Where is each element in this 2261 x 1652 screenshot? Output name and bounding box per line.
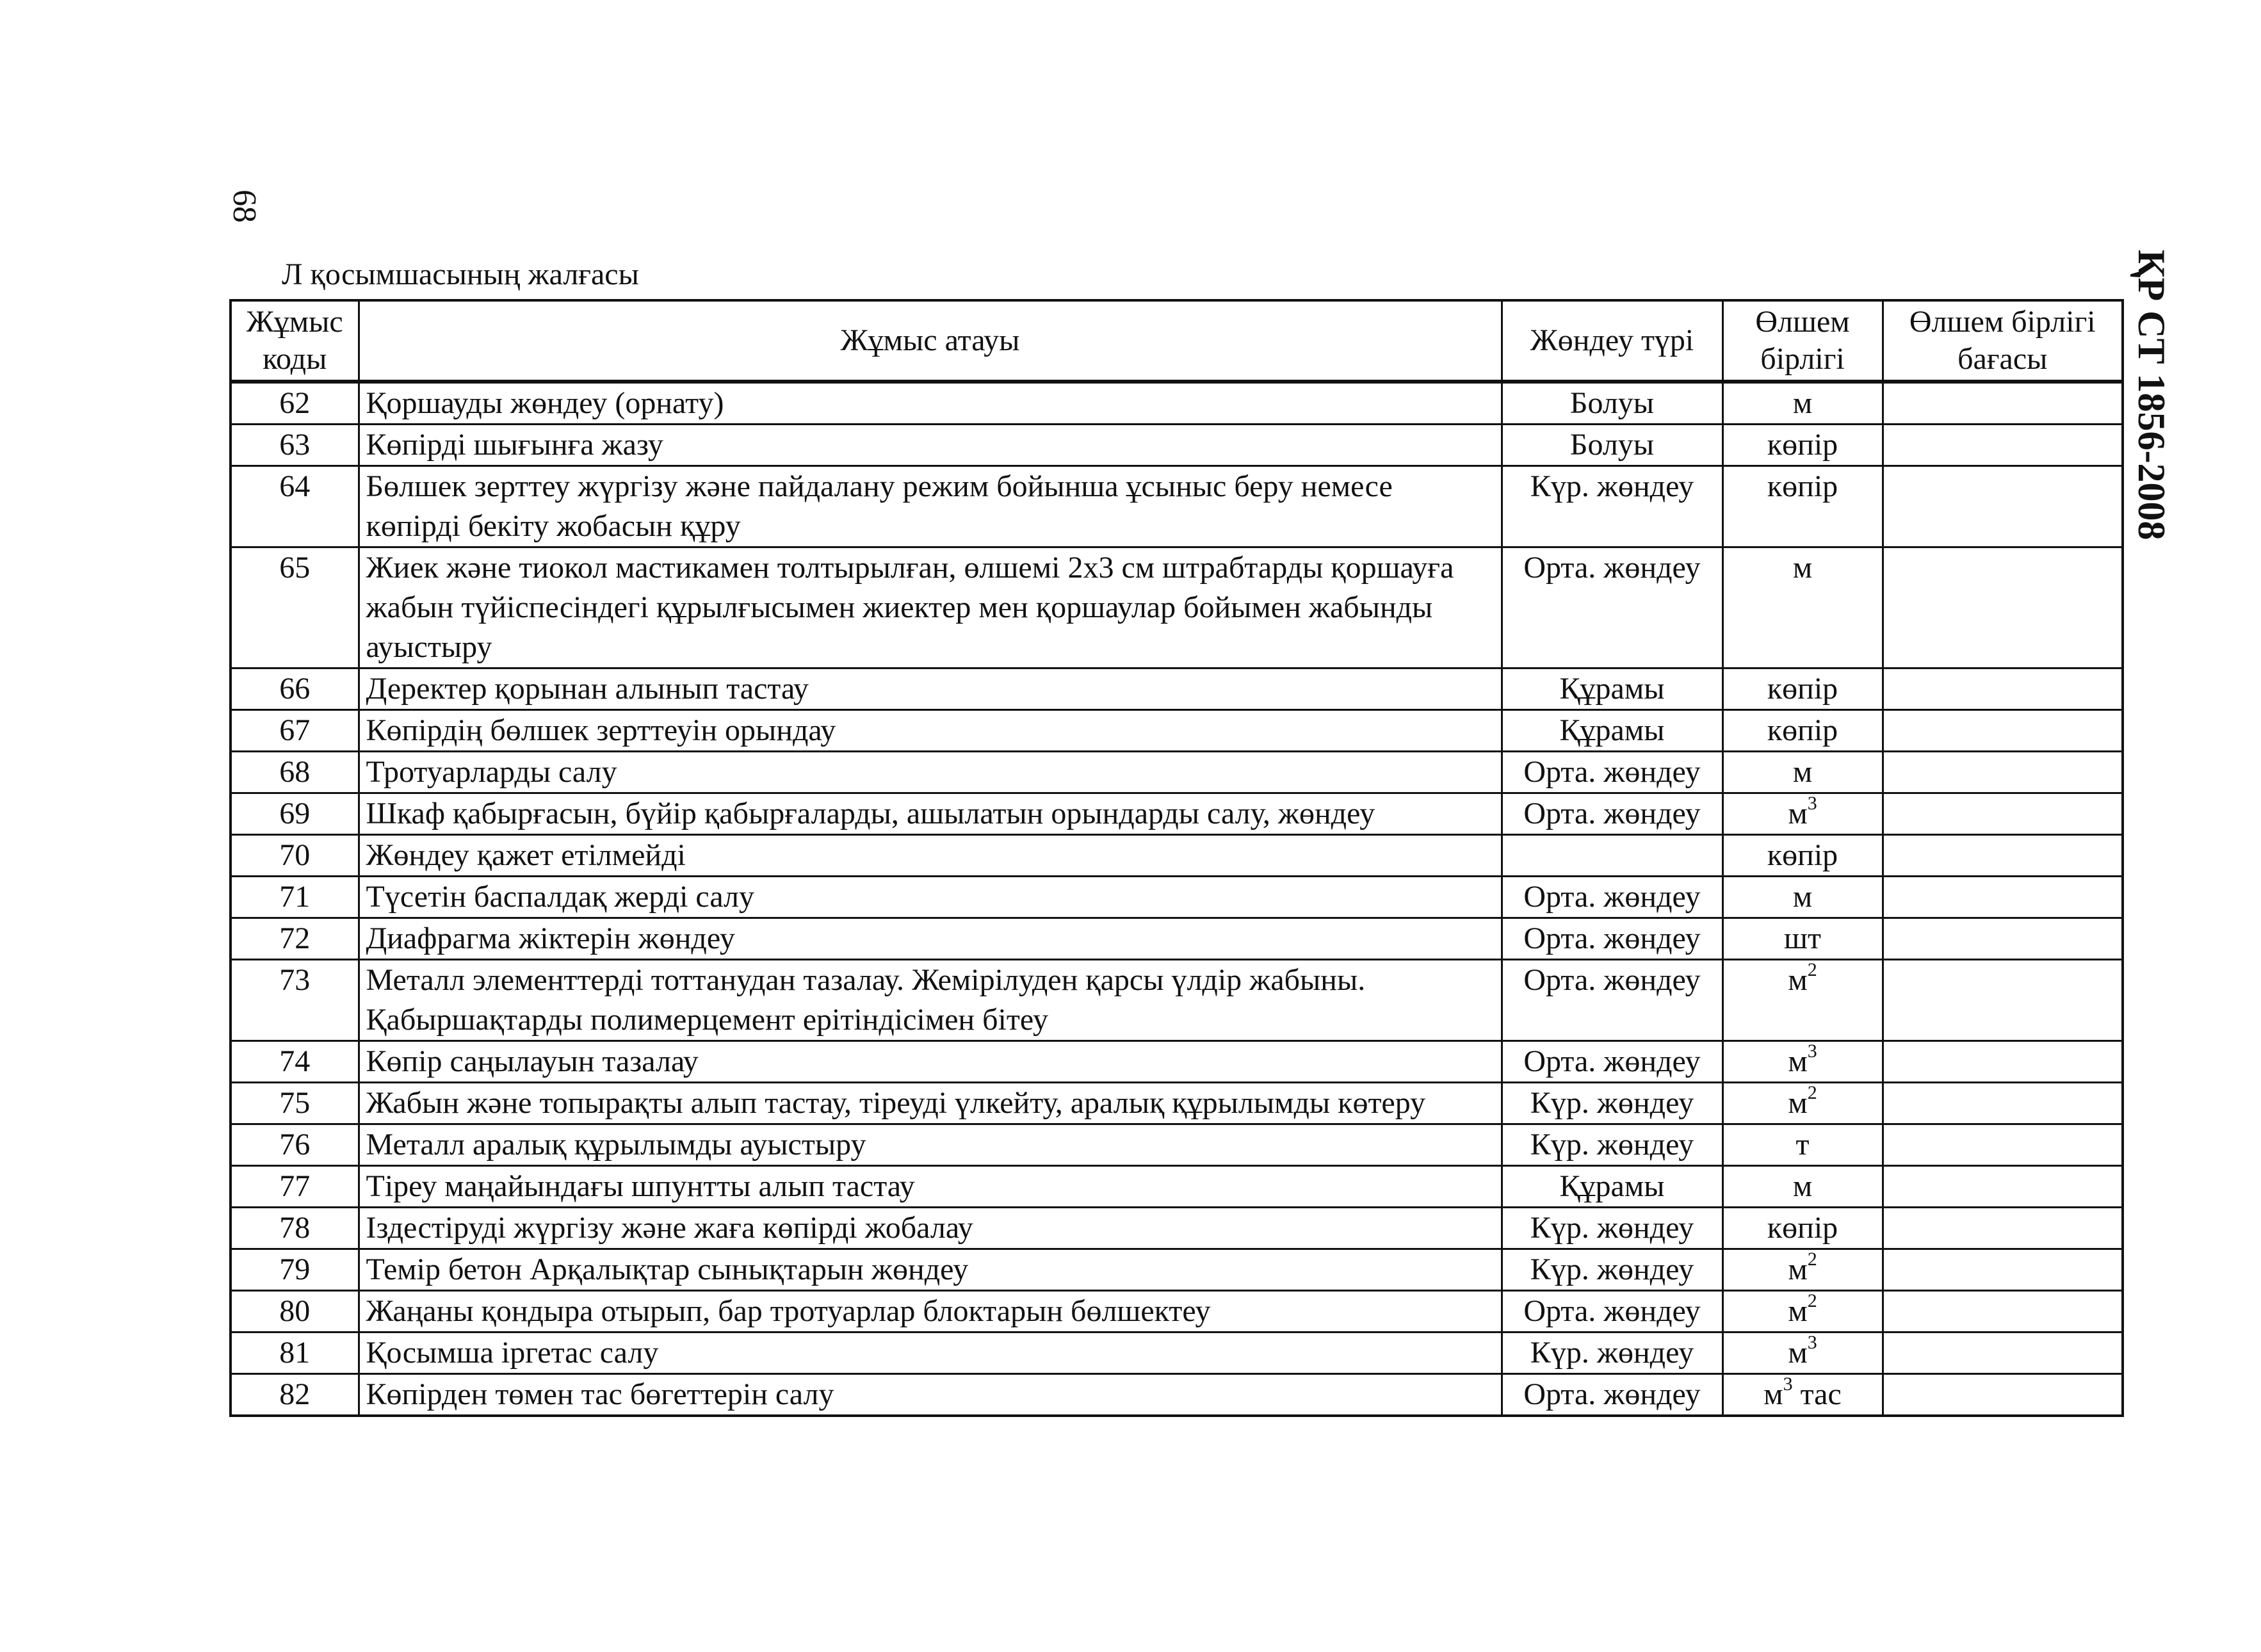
work-name: Жиек және тиокол мастикамен толтырылған, өлшемі 2x3 см штрабтарды қоршауға жабын түйіспесіндегі құрылғысымен жиектер мен қоршаулар бойымен жабынды ауыстыру: [359, 547, 1502, 668]
table-row: [231, 466, 2123, 547]
unit-price: [1883, 918, 2123, 960]
work-code: 72: [231, 918, 359, 960]
repair-type: Орта. жөндеу: [1502, 752, 1722, 793]
work-name: Іздестіруді жүргізу және жаға көпірді жобалау: [359, 1208, 1502, 1249]
table-row: [231, 1208, 2123, 1249]
table-row: [231, 382, 2123, 425]
table-row: [231, 877, 2123, 918]
unit-price: [1883, 1374, 2123, 1416]
work-code: 70: [231, 835, 359, 877]
measure-unit: [1722, 1166, 1883, 1208]
work-name: Көпірден төмен тас бөгеттерін салу: [359, 1374, 1502, 1416]
measure-unit: [1722, 1332, 1883, 1374]
unit-price: [1883, 960, 2123, 1041]
work-name: Жөндеу қажет етілмейді: [359, 835, 1502, 877]
measure-unit-exponent: 3: [1807, 793, 1817, 814]
work-code: 78: [231, 1208, 359, 1249]
work-code: 76: [231, 1124, 359, 1166]
measure-unit-base: м: [1788, 1336, 1808, 1370]
repair-type: Құрамы: [1502, 668, 1722, 710]
measure-unit: [1722, 793, 1883, 835]
unit-price: [1883, 1166, 2123, 1208]
table-row: [231, 793, 2123, 835]
measure-unit-base: көпір: [1767, 428, 1838, 462]
work-name: Жабын және топырақты алып тастау, тіреуді үлкейту, аралық құрылымды көтеру: [359, 1083, 1502, 1124]
measure-unit-base: м: [1792, 755, 1813, 789]
repair-type: Орта. жөндеу: [1502, 918, 1722, 960]
unit-price: [1883, 752, 2123, 793]
measure-unit: [1722, 466, 1883, 547]
table-row: [231, 547, 2123, 668]
table-row: [231, 752, 2123, 793]
unit-price: [1883, 1208, 2123, 1249]
measure-unit: [1722, 1374, 1883, 1416]
measure-unit-exponent: 3: [1783, 1373, 1793, 1395]
repair-type: Орта. жөндеу: [1502, 960, 1722, 1041]
measure-unit-base: көпір: [1767, 713, 1838, 747]
repair-type: Күр. жөндеу: [1502, 1249, 1722, 1291]
measure-unit-base: м: [1792, 386, 1813, 420]
unit-price: [1883, 877, 2123, 918]
work-code: 80: [231, 1291, 359, 1332]
repair-type: Құрамы: [1502, 1166, 1722, 1208]
work-code: 71: [231, 877, 359, 918]
table-row: [231, 1124, 2123, 1166]
unit-price: [1883, 382, 2123, 425]
page-number: 68: [226, 190, 263, 223]
work-name: Көпірдің бөлшек зерттеуін орындау: [359, 710, 1502, 752]
measure-unit-exponent: 3: [1807, 1332, 1817, 1353]
work-name: Тіреу маңайындағы шпунтты алып тастау: [359, 1166, 1502, 1208]
repair-type: Орта. жөндеу: [1502, 1374, 1722, 1416]
measure-unit: [1722, 877, 1883, 918]
repair-type: [1502, 835, 1722, 877]
header-price: Өлшем бірлігі бағасы: [1883, 300, 2123, 382]
measure-unit: [1722, 1291, 1883, 1332]
work-code: 81: [231, 1332, 359, 1374]
table-row: [231, 1166, 2123, 1208]
unit-price: [1883, 793, 2123, 835]
work-code: 62: [231, 382, 359, 425]
measure-unit-base: шт: [1784, 921, 1821, 955]
measure-unit-base: м: [1788, 1086, 1808, 1120]
measure-unit-base: м: [1788, 797, 1808, 830]
work-code: 77: [231, 1166, 359, 1208]
table-row: [231, 960, 2123, 1041]
unit-price: [1883, 1083, 2123, 1124]
work-name: Шкаф қабырғасын, бүйір қабырғаларды, ашылатын орындарды салу, жөндеу: [359, 793, 1502, 835]
header-unit: Өлшем бірлігі: [1722, 300, 1883, 382]
work-name: Металл элементтерді тоттанудан тазалау. Жемірілуден қарсы үлдір жабыны. Қабыршақтарды полимерцемент ерітіндісімен бітеу: [359, 960, 1502, 1041]
work-name: Темір бетон Арқалықтар сынықтарын жөндеу: [359, 1249, 1502, 1291]
measure-unit-base: көпір: [1767, 1211, 1838, 1245]
work-name: Көпір саңылауын тазалау: [359, 1041, 1502, 1083]
repair-type: Орта. жөндеу: [1502, 1041, 1722, 1083]
work-code: 65: [231, 547, 359, 668]
table-row: [231, 1374, 2123, 1416]
measure-unit-exponent: 3: [1807, 1041, 1817, 1062]
work-code: 67: [231, 710, 359, 752]
table-row: [231, 835, 2123, 877]
work-code: 73: [231, 960, 359, 1041]
work-code: 82: [231, 1374, 359, 1416]
work-name: Металл аралық құрылымды ауыстыру: [359, 1124, 1502, 1166]
measure-unit: [1722, 382, 1883, 425]
work-name: Бөлшек зерттеу жүргізу және пайдалану режим бойынша ұсыныс беру немесе көпірді бекіту жобасын құру: [359, 466, 1502, 547]
work-code: 74: [231, 1041, 359, 1083]
work-name: Диафрагма жіктерін жөндеу: [359, 918, 1502, 960]
work-code: 64: [231, 466, 359, 547]
measure-unit-exponent: 2: [1807, 1249, 1817, 1270]
measure-unit: [1722, 1208, 1883, 1249]
measure-unit: [1722, 668, 1883, 710]
measure-unit-base: м: [1792, 880, 1813, 914]
header-code: Жұмыс коды: [231, 300, 359, 382]
measure-unit-base: м: [1792, 1169, 1813, 1203]
measure-unit: [1722, 1041, 1883, 1083]
measure-unit-base: көпір: [1767, 672, 1838, 706]
measure-unit-base: т: [1795, 1128, 1810, 1162]
unit-price: [1883, 668, 2123, 710]
unit-price: [1883, 547, 2123, 668]
measure-unit-base: м: [1788, 1294, 1808, 1328]
measure-unit-base: м: [1763, 1377, 1783, 1411]
repair-type: Күр. жөндеу: [1502, 1083, 1722, 1124]
work-name: Қоршауды жөндеу (орнату): [359, 382, 1502, 425]
unit-price: [1883, 1124, 2123, 1166]
measure-unit: [1722, 425, 1883, 466]
work-name: Жаңаны қондыра отырып, бар тротуарлар блоктарын бөлшектеу: [359, 1291, 1502, 1332]
measure-unit-base: м: [1788, 1252, 1808, 1286]
header-type: Жөндеу түрі: [1502, 300, 1722, 382]
work-code: 66: [231, 668, 359, 710]
repair-type: Орта. жөндеу: [1502, 793, 1722, 835]
document-code: ҚР СТ 1856-2008: [2130, 250, 2173, 540]
measure-unit: [1722, 1124, 1883, 1166]
unit-price: [1883, 425, 2123, 466]
appendix-caption: Л қосымшасының жалғасы: [282, 257, 639, 291]
table-row: [231, 1041, 2123, 1083]
measure-unit-exponent: 2: [1807, 1082, 1817, 1103]
measure-unit-base: м: [1788, 1044, 1808, 1078]
measure-unit: [1722, 547, 1883, 668]
work-code: 63: [231, 425, 359, 466]
unit-price: [1883, 466, 2123, 547]
measure-unit-exponent: 2: [1807, 1290, 1817, 1311]
unit-price: [1883, 835, 2123, 877]
work-name: Қосымша іргетас салу: [359, 1332, 1502, 1374]
repair-type: Орта. жөндеу: [1502, 1291, 1722, 1332]
repair-type: Күр. жөндеу: [1502, 1208, 1722, 1249]
table-header: [231, 300, 2123, 382]
measure-unit-exponent: 2: [1807, 959, 1817, 980]
work-name: Түсетін баспалдақ жерді салу: [359, 877, 1502, 918]
measure-unit: [1722, 835, 1883, 877]
table-row: [231, 710, 2123, 752]
measure-unit: [1722, 1249, 1883, 1291]
table-row: [231, 1083, 2123, 1124]
measure-unit-base: көпір: [1767, 838, 1838, 872]
unit-price: [1883, 1249, 2123, 1291]
unit-price: [1883, 1291, 2123, 1332]
repair-type: Болуы: [1502, 425, 1722, 466]
repair-type: Күр. жөндеу: [1502, 1124, 1722, 1166]
table-row: [231, 1249, 2123, 1291]
table-row: [231, 668, 2123, 710]
repair-type: Күр. жөндеу: [1502, 1332, 1722, 1374]
repair-type: Құрамы: [1502, 710, 1722, 752]
measure-unit: [1722, 710, 1883, 752]
measure-unit-base: м: [1792, 551, 1813, 585]
measure-unit: [1722, 1083, 1883, 1124]
works-table: [229, 299, 2124, 1417]
work-name: Тротуарларды салу: [359, 752, 1502, 793]
work-name: Деректер қорынан алынып тастау: [359, 668, 1502, 710]
table-row: [231, 918, 2123, 960]
work-code: 68: [231, 752, 359, 793]
measure-unit: [1722, 918, 1883, 960]
measure-unit-suffix: тас: [1792, 1377, 1842, 1411]
table-row: [231, 1332, 2123, 1374]
repair-type: Болуы: [1502, 382, 1722, 425]
work-name: Көпірді шығынға жазу: [359, 425, 1502, 466]
work-code: 69: [231, 793, 359, 835]
work-code: 75: [231, 1083, 359, 1124]
measure-unit-base: м: [1788, 963, 1808, 997]
repair-type: Орта. жөндеу: [1502, 547, 1722, 668]
table-row: [231, 1291, 2123, 1332]
measure-unit-base: көпір: [1767, 469, 1838, 503]
table-row: [231, 425, 2123, 466]
unit-price: [1883, 710, 2123, 752]
unit-price: [1883, 1041, 2123, 1083]
measure-unit: [1722, 752, 1883, 793]
repair-type: Күр. жөндеу: [1502, 466, 1722, 547]
work-code: 79: [231, 1249, 359, 1291]
measure-unit: [1722, 960, 1883, 1041]
unit-price: [1883, 1332, 2123, 1374]
repair-type: Орта. жөндеу: [1502, 877, 1722, 918]
table-body: [231, 382, 2123, 1416]
header-name: Жұмыс атауы: [359, 300, 1502, 382]
